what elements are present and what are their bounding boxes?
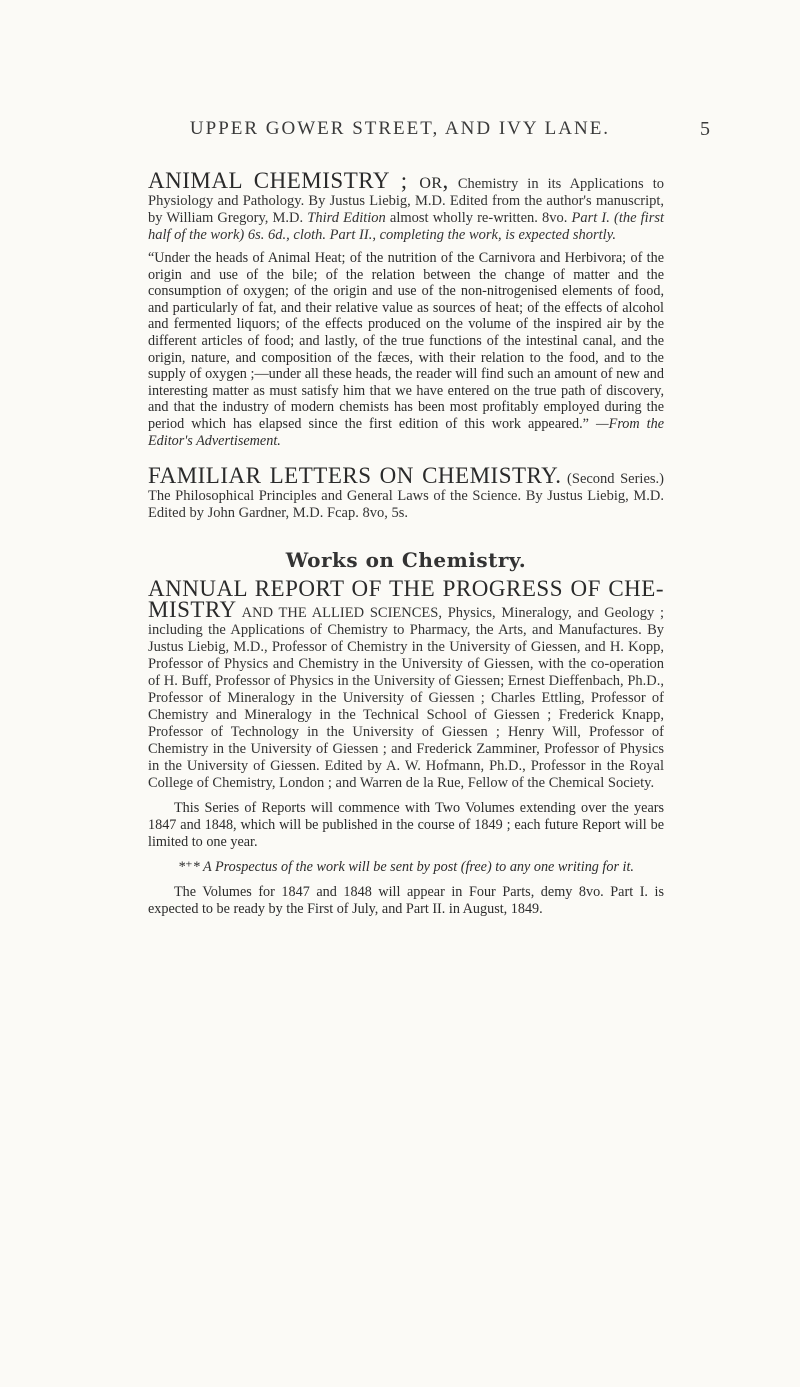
entry-lead-after: almost wholly re-written. 8vo. xyxy=(389,210,568,226)
entry-annual-report xyxy=(148,576,664,918)
edition-note: Third Edition xyxy=(307,210,386,226)
entry-animal-chemistry xyxy=(148,168,665,449)
entry-title: ANNUAL REPORT OF THE PROGRESS OF CHE-MISTRY xyxy=(148,576,664,623)
entry-lead: (Second Series.) The Philosophical Principles and General Laws of the Science. By Justus Liebig, M.D. Edited by John Gardner, M.D. Fcap. 8vo, 5s. xyxy=(148,471,664,522)
entry-lead: Chemistry in its Applications to Physiology and Pathology. By Justus Liebig, M.D. Edited from the author's manuscript, by William Gregory, M.D. xyxy=(148,176,664,226)
advertisement-quote: “Under the heads of Animal Heat; of the nutrition of the Carnivora and Herbivora; of the origin and use of the bile; of the relation between the change of matter and the consumption of oxygen; of the origin and use of the non-nitrogenised elements of food, and particularly of fat, and their relative value as sources of heat; of the effects of alcohol and fermented liquors; of the effects produced on the volume of the inspired air by the different articles of food; and lastly, of the true functions of the intestinal canal, and the origin, nature, and composition of the fæces, with their relation to the food, and to the supply of oxygen ;—under all these heads, the reader will find such an amount of new and interesting matter as must satisfy him that we have entered on the true path of discovery, and that the industry of modern chemists has been most profitably employed during the period which has elapsed since the first edition of this work appeared.” xyxy=(148,250,664,432)
pricing-note: Part I. (the first half of the work) 6s. 6d., cloth. Part II., completing the work, is expected shortly. xyxy=(148,210,665,243)
prospectus-notice: *⁺* A Prospectus of the work will be sent by post (free) to any one writing for it. xyxy=(178,859,634,876)
quote-source: —From the Editor's Advertisement. xyxy=(148,415,665,449)
entry-familiar-letters xyxy=(148,463,664,522)
entry-lead: AND THE ALLIED SCIENCES, Physics, Mineralogy, and Geology ; including the Applications of Chemistry to Pharmacy, the Arts, and Manufactures. By Justus Liebig, M.D., Professor of Chemistry in the University of Giessen, and H. Kopp, Professor of Physics and Chemistry in the University of Giessen, with the co-operation of H. Buff, Professor of Physics in the University of Giessen; Ernest Dieffenbach, Ph.D., Professor of Mineralogy in the University of Giessen ; Charles Ettling, Professor of Chemistry and Mineralogy in the Technical School of Giessen ; Frederick Knapp, Professor of Technology in the University of Giessen ; Henry Will, Professor of Chemistry in the University of Giessen ; and Frederick Zamminer, Professor of Physics in the University of Giessen. Edited by A. W. Hofmann, Ph.D., Professor in the Royal College of Chemistry, London ; and Warren de la Rue, Fellow of the Chemical Society. xyxy=(148,605,664,792)
volumes-paragraph: The Volumes for 1847 and 1848 will appear in Four Parts, demy 8vo. Part I. is expected to be ready by the First of July, and Part II. in August, 1849. xyxy=(148,884,664,918)
page-number: 5 xyxy=(700,118,710,140)
content xyxy=(148,168,665,936)
running-head: UPPER GOWER STREET, AND IVY LANE. xyxy=(189,118,611,139)
entry-title: ANIMAL CHEMISTRY ; or, xyxy=(148,168,449,193)
section-heading: Works on Chemistry. xyxy=(285,548,527,573)
entry-title: FAMILIAR LETTERS ON CHEMISTRY. xyxy=(148,463,562,489)
series-paragraph: This Series of Reports will commence with Two Volumes extending over the years 1847 and 1848, which will be published in the course of 1849 ; each future Report will be limited to one year. xyxy=(148,800,664,851)
